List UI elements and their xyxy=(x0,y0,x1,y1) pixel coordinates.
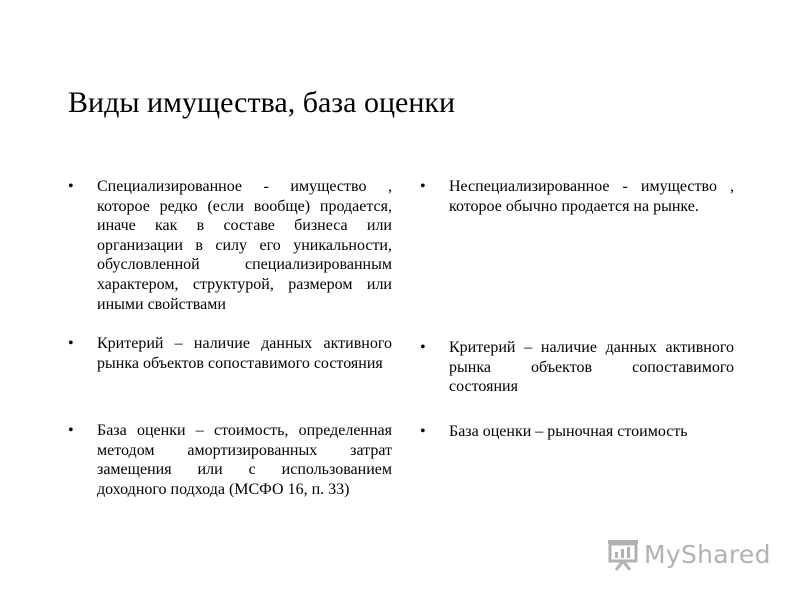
presentation-board-icon xyxy=(606,537,640,571)
list-item-text: База оценки – стоимость, определенная методом амортизированных затрат замещения или с использованием доходного подхода (МСФО 16, п. 33) xyxy=(97,422,392,498)
right-list-item-valuation-basis xyxy=(420,422,734,442)
slide-title: Виды имущества, база оценки xyxy=(68,86,455,119)
right-list-item-nonspecialized xyxy=(420,177,734,216)
bullet-icon: • xyxy=(420,339,426,356)
left-list-item-specialized xyxy=(68,177,392,314)
list-item-text: Критерий – наличие данных активного рынка объектов сопоставимого состояния xyxy=(449,339,734,396)
list-item-text: Неспециализированное - имущество , которое обычно продается на рынке. xyxy=(449,178,734,215)
bullet-icon: • xyxy=(420,423,426,440)
left-list-item-criterion xyxy=(68,334,392,373)
bullet-icon: • xyxy=(420,178,426,195)
list-item-text: База оценки – рыночная стоимость xyxy=(449,423,688,440)
list-item-text: Критерий – наличие данных активного рынка объектов сопоставимого состояния xyxy=(97,335,392,372)
bullet-icon: • xyxy=(68,422,74,439)
bullet-icon: • xyxy=(68,178,74,195)
myshared-watermark xyxy=(606,534,771,574)
list-item-text: Специализированное - имущество , которое редко (если вообще) продается, иначе как в составе бизнеса или организации в силу его уникальности, обусловленной специализированным характером, структурой, размером или иными свойствами xyxy=(97,178,392,313)
left-list-item-valuation-basis xyxy=(68,421,392,499)
right-list-item-criterion xyxy=(420,338,734,397)
bullet-icon: • xyxy=(68,335,74,352)
watermark-text: MyShared xyxy=(644,539,771,569)
